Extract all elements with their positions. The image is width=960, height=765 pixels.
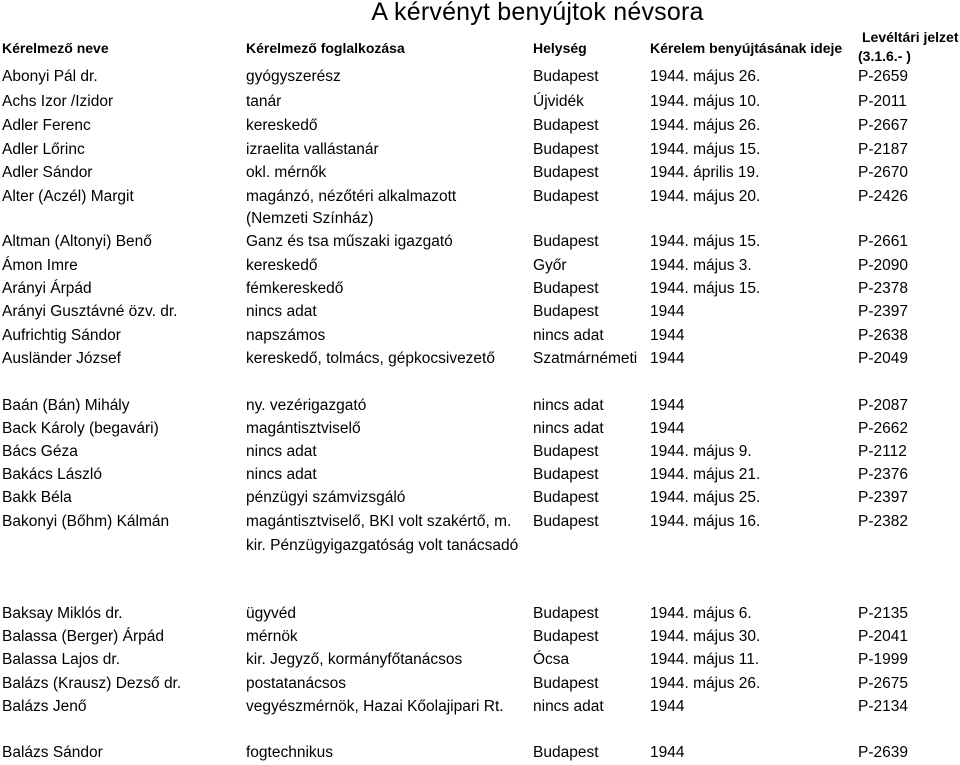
cell-place: nincs adat	[533, 698, 604, 715]
cell-place: Budapest	[533, 605, 599, 622]
cell-date: 1944. május 10.	[650, 93, 761, 110]
cell-name: Back Károly (begavári)	[2, 420, 159, 437]
cell-occupation: vegyészmérnök, Hazai Kőolajipari Rt.	[246, 698, 504, 715]
cell-name: Ámon Imre	[2, 257, 78, 274]
cell-name: Aufrichtig Sándor	[2, 327, 121, 344]
cell-place: Budapest	[533, 513, 599, 530]
cell-archive-id: P-2426	[858, 188, 908, 205]
cell-archive-id: P-2378	[858, 280, 908, 297]
cell-archive-id: P-2670	[858, 164, 908, 181]
cell-occupation: kir. Jegyző, kormányfőtanácsos	[246, 651, 463, 668]
cell-occupation: nincs adat	[246, 443, 317, 460]
cell-name: Alter (Aczél) Margit	[2, 188, 134, 205]
cell-place: Budapest	[533, 489, 599, 506]
cell-name: Balázs (Krausz) Dezső dr.	[2, 675, 182, 692]
cell-occupation: Ganz és tsa műszaki igazgató	[246, 233, 453, 250]
cell-date: 1944. május 26.	[650, 68, 761, 85]
cell-occupation: postatanácsos	[246, 675, 346, 692]
cell-archive-id: P-2090	[858, 257, 908, 274]
cell-name: Baksay Miklós dr.	[2, 605, 123, 622]
cell-archive-id: P-2661	[858, 233, 908, 250]
cell-place: nincs adat	[533, 327, 604, 344]
cell-occupation: napszámos	[246, 327, 326, 344]
cell-name: Achs Izor /Izidor	[2, 93, 114, 110]
header-date: Kérelem benyújtásának ideje	[650, 40, 843, 56]
cell-archive-id: P-2041	[858, 628, 908, 645]
cell-date: 1944. május 16.	[650, 513, 761, 530]
header-name: Kérelmező neve	[2, 40, 109, 56]
cell-date: 1944. május 26.	[650, 117, 761, 134]
cell-occupation: mérnök	[246, 628, 298, 645]
cell-archive-id: P-2382	[858, 513, 908, 530]
cell-name: Bakk Béla	[2, 489, 72, 506]
header-occupation: Kérelmező foglalkozása	[246, 40, 405, 56]
cell-archive-id: P-1999	[858, 651, 908, 668]
cell-name: Balázs Sándor	[2, 744, 103, 761]
cell-archive-id: P-2135	[858, 605, 908, 622]
cell-name: Bács Géza	[2, 443, 78, 460]
header-archive-id-line1: Levéltári jelzet	[862, 29, 959, 45]
cell-name: Baán (Bán) Mihály	[2, 397, 130, 414]
cell-place: Budapest	[533, 164, 599, 181]
cell-date: 1944	[650, 397, 685, 414]
cell-archive-id: P-2659	[858, 68, 908, 85]
cell-archive-id: P-2662	[858, 420, 908, 437]
cell-date: 1944. május 21.	[650, 466, 761, 483]
cell-archive-id: P-2675	[858, 675, 908, 692]
cell-place: Budapest	[533, 117, 599, 134]
cell-name: Bakács László	[2, 466, 102, 483]
cell-occupation: izraelita vallástanár	[246, 141, 379, 158]
cell-place: Budapest	[533, 744, 599, 761]
cell-place: Szatmárnémeti	[533, 350, 638, 367]
cell-date: 1944. május 26.	[650, 675, 761, 692]
cell-occupation: magántisztviselő, BKI volt szakértő, m.	[246, 513, 512, 530]
cell-occupation: okl. mérnők	[246, 164, 327, 181]
cell-date: 1944. május 20.	[650, 188, 761, 205]
cell-date: 1944	[650, 420, 685, 437]
cell-place: nincs adat	[533, 420, 604, 437]
cell-date: 1944. május 30.	[650, 628, 761, 645]
cell-occupation: fogtechnikus	[246, 744, 334, 761]
cell-archive-id: P-2011	[858, 93, 907, 110]
cell-place: Budapest	[533, 628, 599, 645]
cell-place: nincs adat	[533, 397, 604, 414]
cell-place: Budapest	[533, 675, 599, 692]
cell-date: 1944. május 6.	[650, 605, 752, 622]
cell-archive-id: P-2376	[858, 466, 908, 483]
cell-name: Balázs Jenő	[2, 698, 87, 715]
cell-archive-id: P-2187	[858, 141, 908, 158]
cell-occupation: kereskedő, tolmács, gépkocsivezető	[246, 350, 495, 367]
cell-date: 1944	[650, 327, 685, 344]
cell-occupation: gyógyszerész	[246, 68, 341, 85]
cell-occupation: pénzügyi számvizsgáló	[246, 489, 406, 506]
cell-occupation: fémkereskedő	[246, 280, 344, 297]
cell-archive-id: P-2112	[858, 443, 907, 460]
cell-name: Adler Lőrinc	[2, 141, 85, 158]
cell-occupation: kereskedő	[246, 257, 318, 274]
cell-name: Arányi Gusztávné özv. dr.	[2, 303, 178, 320]
cell-place: Budapest	[533, 303, 599, 320]
header-place: Helység	[533, 40, 587, 56]
cell-archive-id: P-2639	[858, 744, 908, 761]
cell-place: Budapest	[533, 443, 599, 460]
cell-place: Újvidék	[533, 93, 584, 110]
cell-place: Budapest	[533, 466, 599, 483]
cell-date: 1944. május 11.	[650, 651, 760, 668]
header-archive-id-line2: (3.1.6.- )	[858, 48, 911, 64]
cell-occupation: ny. vezérigazgató	[246, 397, 367, 414]
cell-date: 1944. május 9.	[650, 443, 752, 460]
cell-place: Budapest	[533, 280, 599, 297]
cell-archive-id: P-2134	[858, 698, 908, 715]
cell-archive-id: P-2667	[858, 117, 908, 134]
cell-date: 1944. május 25.	[650, 489, 761, 506]
cell-archive-id: P-2397	[858, 303, 908, 320]
cell-occupation: tanár	[246, 93, 282, 110]
cell-occupation: nincs adat	[246, 303, 317, 320]
page-title: A kérvényt benyújtok névsora	[371, 0, 704, 26]
cell-name: Adler Ferenc	[2, 117, 91, 134]
cell-date: 1944	[650, 350, 685, 367]
cell-date: 1944	[650, 744, 685, 761]
cell-occupation: kereskedő	[246, 117, 318, 134]
cell-date: 1944	[650, 303, 685, 320]
cell-place: Győr	[533, 257, 567, 274]
cell-place: Ócsa	[533, 651, 570, 668]
cell-name: Altman (Altonyi) Benő	[2, 233, 152, 250]
cell-name: Ausländer József	[2, 350, 121, 367]
cell-date: 1944. május 3.	[650, 257, 752, 274]
cell-occupation: ügyvéd	[246, 605, 296, 622]
cell-name: Balassa (Berger) Árpád	[2, 628, 164, 645]
cell-name: Abonyi Pál dr.	[2, 68, 98, 85]
cell-occupation: nincs adat	[246, 466, 317, 483]
cell-archive-id: P-2049	[858, 350, 908, 367]
cell-occupation-continued: (Nemzeti Színház)	[246, 210, 374, 227]
cell-place: Budapest	[533, 68, 599, 85]
cell-occupation: magánzó, nézőtéri alkalmazott	[246, 188, 457, 205]
header-archive-id	[858, 28, 959, 66]
cell-name: Balassa Lajos dr.	[2, 651, 121, 668]
cell-date: 1944. május 15.	[650, 141, 761, 158]
cell-occupation-continued: kir. Pénzügyigazgatóság volt tanácsadó	[246, 537, 519, 554]
cell-date: 1944. május 15.	[650, 233, 761, 250]
cell-name: Bakonyi (Bőhm) Kálmán	[2, 513, 170, 530]
cell-place: Budapest	[533, 188, 599, 205]
cell-archive-id: P-2397	[858, 489, 908, 506]
cell-date: 1944	[650, 698, 685, 715]
cell-name: Arányi Árpád	[2, 280, 92, 297]
cell-date: 1944. április 19.	[650, 164, 760, 181]
cell-name: Adler Sándor	[2, 164, 93, 181]
cell-place: Budapest	[533, 141, 599, 158]
cell-date: 1944. május 15.	[650, 280, 761, 297]
cell-archive-id: P-2638	[858, 327, 908, 344]
cell-archive-id: P-2087	[858, 397, 908, 414]
cell-occupation: magántisztviselő	[246, 420, 361, 437]
cell-place: Budapest	[533, 233, 599, 250]
